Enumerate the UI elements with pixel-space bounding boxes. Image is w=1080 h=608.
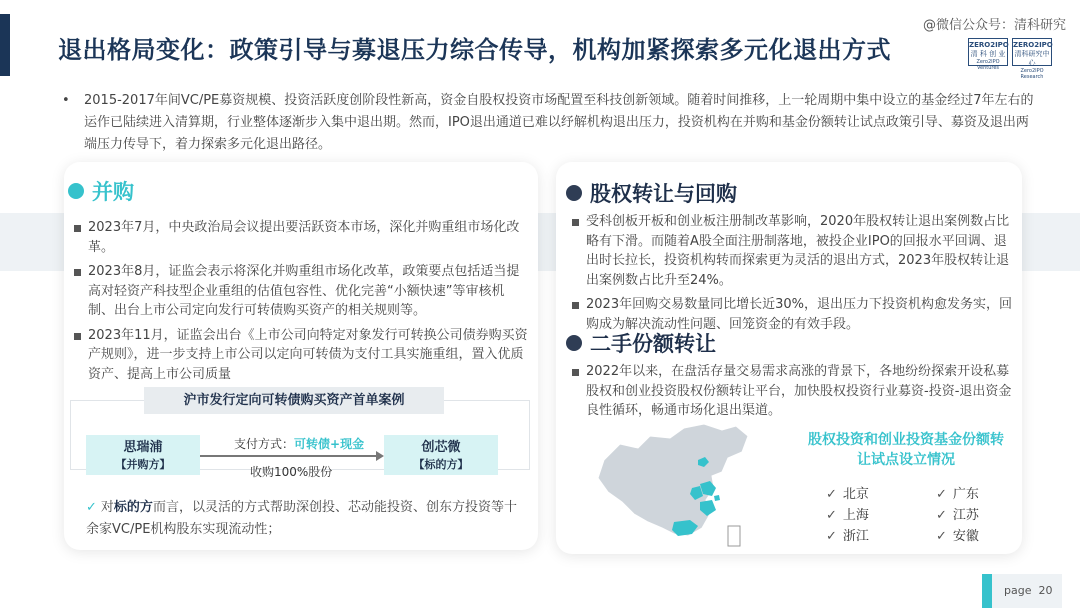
map-mainland [598,424,748,536]
logo-left-top: ZERO2IPO [969,41,1009,49]
secondary-heading [566,328,716,358]
pilot-label: 广东 [952,487,979,502]
map-south-sea-inset [728,526,740,546]
ma-bullet-3: 2023年11月，证监会出台《上市公司向特定对象发行可转换公司债券购买资产规则》，进一步支持上市公司以定向可转债为支付工具实施重组，置入优质资产、提高上市公司质量 [72,326,528,385]
map-shanghai [714,495,720,501]
secondary-bullet-1: 2022年以来，在盘活存量交易需求高涨的背景下，各地纷纷探索开设私募股权和创业投资股权份额转让平台，加快股权投资行业募资-投资-退出资金良性循环，畅通市场化退出渠道。 [570,362,1014,421]
acquired-stake: 收购100%股份 [250,465,333,479]
pilot-label: 江苏 [952,508,979,523]
equity-bullet-1: 受科创板开板和创业板注册制改革影响，2020年股权转让退出案例数占比略有下滑。而随着A股全面注册制落地，被投企业IPO的回报水平回调、退出时长拉长，投资机构转而探索更为灵活的退出方式，2023年股权转让退出案例数占比升至24%。 [570,212,1014,290]
logo-left-sub: Zero2IPO Ventures [976,59,1000,71]
target-benefit-note [86,497,526,541]
logo-left-bottom: 清 科 创 业 [970,50,1006,58]
ma-bullet-1: 2023年7月，中央政治局会议提出要活跃资本市场，深化并购重组市场化改革。 [72,218,528,257]
check-icon: ✓ [826,487,837,502]
china-map-icon [586,418,760,548]
pilot-title: 股权投资和创业投资基金份额转让试点设立情况 [808,432,1004,468]
watermark: @微信公众号：清科研究 [922,18,1066,33]
acquirer-role: 【并购方】 [115,458,171,471]
acquirer-name: 思瑞浦 [123,440,163,455]
logo-right-bottom: 清科研究中心 [1014,50,1050,67]
pilot-item-guangdong [936,483,979,502]
check-icon: ✓ [936,529,947,544]
ma-heading-text: 并购 [92,180,134,204]
payment-value: 可转债+现金 [294,437,365,451]
deal-arrow-icon [200,455,382,457]
payment-prefix: 支付方式： [234,437,295,451]
equity-heading-text: 股权转让与回购 [590,182,737,206]
note-bold: 标的方 [113,500,153,515]
page-title: 退出格局变化：政策引导与募退压力综合传导，机构加紧探索多元化退出方式 [58,36,891,64]
ma-bullet-list [72,218,528,389]
case-title: 沪市发行定向可转债购买资产首单案例 [144,387,444,414]
secondary-heading-dot-icon [566,335,582,351]
ma-heading-dot-icon [68,183,84,199]
logo-right-top: ZERO2IPO [1013,41,1053,49]
pilot-item-shanghai [826,504,869,523]
check-icon: ✓ [86,500,97,515]
page-number-value: 20 [1038,584,1053,597]
secondary-bullet-list [570,362,1014,426]
note-prefix: 对 [100,500,114,515]
logo-zero2ipo-research [1012,38,1053,80]
page-label: page [1004,584,1032,597]
pilot-label: 上海 [842,508,869,523]
logo-right-sub: Zero2IPO Research [1020,68,1044,80]
title-accent-bar [0,14,10,76]
pilot-item-beijing [826,483,869,502]
page-number [982,574,1062,608]
logo-zero2ipo-ventures [968,38,1009,71]
note-rest: 而言，以灵活的方式帮助深创投、芯动能投资、创东方投资等十余家VC/PE机构股东实现流动性； [86,500,517,537]
check-icon: ✓ [936,487,947,502]
check-icon: ✓ [936,508,947,523]
target-role: 【标的方】 [413,458,469,471]
check-icon: ✓ [826,508,837,523]
target-box [384,435,498,475]
target-name: 创芯微 [421,440,461,455]
ma-bullet-2: 2023年8月，证监会表示将深化并购重组市场化改革，政策要点包括适当提高对轻资产科技型企业重组的估值包容性、优化完善“小额快速”等审核机制、出台上市公司定向发行可转债购买资产的相关规则等。 [72,262,528,321]
pilot-label: 安徽 [952,529,979,544]
check-icon: ✓ [826,529,837,544]
pilot-item-jiangsu [936,504,979,523]
payment-method [234,435,364,452]
ma-heading [68,176,134,206]
pilot-item-zhejiang [826,525,869,544]
pilot-item-anhui [936,525,979,544]
intro-bullet: • [62,93,70,108]
secondary-heading-text: 二手份额转让 [590,332,716,356]
equity-bullet-2: 2023年回购交易数量同比增长近30%，退出压力下投资机构愈发务实，回购成为解决流动性问题、回笼资金的有效手段。 [570,295,1014,334]
equity-bullet-list [570,212,1014,339]
intro-text: 2015-2017年间VC/PE募资规模、投资活跃度创阶段性新高，资金自股权投资市场配置至科技创新领域。随着时间推移，上一轮周期中集中设立的基金经过7年左右的运作已陆续进入清算期，行业整体逐渐步入集中退出期。然而，IPO退出通道已难以纾解机构退出压力，投资机构在并购和基金份额转让试点政策引导、募资及退出两端压力传导下，着力探索多元化退出路径。 [84,93,1034,152]
pilot-label: 浙江 [842,529,869,544]
equity-heading-dot-icon [566,185,582,201]
equity-transfer-heading [566,178,737,208]
acquirer-box [86,435,200,475]
pilot-label: 北京 [842,487,869,502]
intro-paragraph [62,90,1040,156]
